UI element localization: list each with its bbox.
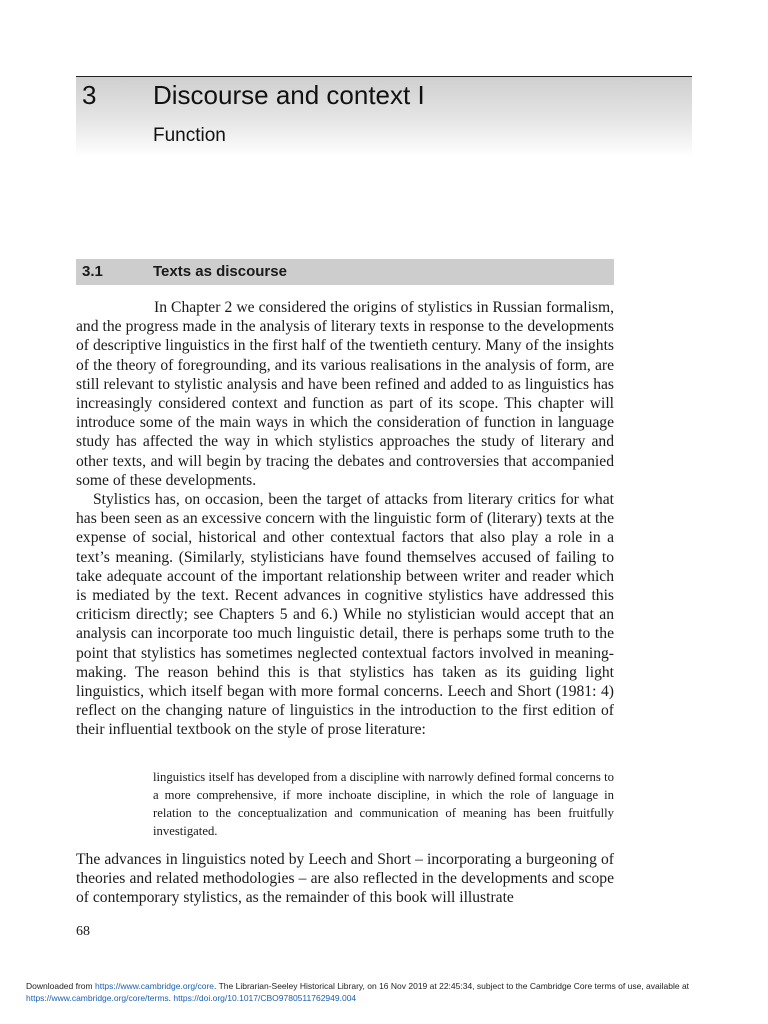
section-header [76, 259, 614, 285]
footer-prefix: Downloaded from [26, 981, 95, 991]
paragraph-3: The advances in linguistics noted by Leech and Short – incorporating a burgeoning of theories and related methodologies – are also reflected in the developments and scope of contemporary stylistics, as the remainder of this book will illustrate [76, 851, 614, 907]
download-footer [26, 980, 754, 1004]
chapter-title: Discourse and context I [153, 80, 425, 110]
chapter-header [76, 76, 692, 157]
terms-link[interactable]: https://www.cambridge.org/core/terms [26, 993, 169, 1003]
paragraph-1: In Chapter 2 we considered the origins of stylistics in Russian formalism, and the progress made in the analysis of literary texts in response to the developments of descriptive linguistics in the first half of the twentieth century. Many of the insights of the theory of foregrounding, and its various realisations in the analysis of form, are still relevant to stylistic analysis and have been refined and added to as linguistics has increasingly considered context and function as part of its scope. This chapter will introduce some of the main ways in which the consideration of function in language study has affected the way in which stylistics approaches the study of literary and other texts, and will begin by tracing the debates and controversies that accompanied some of these developments. [76, 299, 614, 489]
section-number: 3.1 [82, 263, 103, 280]
chapter-number: 3 [82, 80, 97, 110]
footer-middle: . The Librarian-Seeley Historical Library, on 16 Nov 2019 at 22:45:34, subject to the Cambridge Core terms of use, available at [214, 981, 690, 991]
page-number: 68 [76, 924, 90, 939]
footer-separator: . [168, 993, 174, 1003]
block-quote: linguistics itself has developed from a discipline with narrowly defined formal concerns to a more comprehensive, if more inchoate discipline, in which the role of language in relation to the conceptualization and communication of meaning has been fruitfully investigated. [153, 770, 614, 838]
section-title: Texts as discourse [153, 263, 287, 280]
doi-link[interactable]: https://doi.org/10.1017/CBO9780511762949.004 [173, 993, 357, 1003]
chapter-subtitle: Function [153, 125, 226, 146]
paragraph-2: Stylistics has, on occasion, been the target of attacks from literary critics for what has been seen as an excessive concern with the linguistic form of (literary) texts at the expense of social, historical and other contextual factors that also play a role in a text’s meaning. (Similarly, stylisticians have found themselves accused of failing to take adequate account of the important relationship between writer and reader which is mediated by the text. Recent advances in cognitive stylistics have addressed this criticism directly; see Chapters 5 and 6.) While no stylistician would accept that an analysis can incorporate too much linguistic detail, there is perhaps some truth to the point that stylistics has sometimes neglected contextual factors involved in meaning-making. The reason behind this is that stylistics has taken as its guiding light linguistics, which itself began with more formal concerns. Leech and Short (1981: 4) reflect on the changing nature of linguistics in the introduction to the first edition of their influential textbook on the style of prose literature: [76, 491, 614, 739]
cambridge-core-link[interactable]: https://www.cambridge.org/core [94, 981, 215, 991]
